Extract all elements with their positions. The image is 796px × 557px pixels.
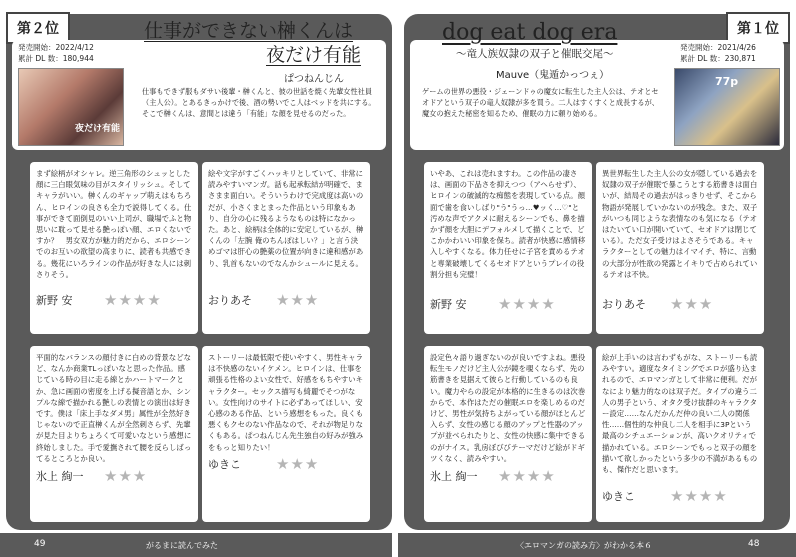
reviewer-name: ゆきこ xyxy=(602,490,635,503)
review-card xyxy=(202,162,370,334)
cover-image xyxy=(18,68,124,146)
reviewer-name: おりあそ xyxy=(208,294,252,307)
work-author: Mauve（鬼遁かっつぇ） xyxy=(496,70,610,81)
star-icon: ★ xyxy=(526,467,541,485)
review-card xyxy=(596,346,764,522)
star-icon: ★ xyxy=(147,291,161,309)
star-rating xyxy=(498,294,556,313)
release-date: 発売開始：2021/4/26 xyxy=(680,43,756,52)
cover-caption: 77p xyxy=(715,75,739,88)
star-icon: ★ xyxy=(132,291,147,309)
star-icon: ★ xyxy=(512,295,526,313)
review-text: 絵が上手いのは言わずもがな、ストーリーも読みやすい。適度なタイミングでエロが盛り込まれるので、エロマンガとして非常に便利。だがなにより魅力的なのは双子だ。タイプの違う二人の男子という、オタク受け抜群のキャラクター設定……なんだかんだ仲の良い二人の関係性……個性的な仲良し二人を相手に3Pという最高のシチュエーションが、高いクオリティで描かれている。エロシーンでもっと双子の顔を描いて欲しかったという多少の不満があるものも、傑作だと思います。 xyxy=(602,353,758,475)
star-rating xyxy=(276,290,319,309)
star-rating xyxy=(276,454,319,473)
star-icon: ★ xyxy=(498,295,512,313)
star-icon: ★ xyxy=(304,291,319,309)
running-head: 〈エロマンガの読み方〉がわかる本６ xyxy=(516,541,652,550)
cover-image xyxy=(674,68,780,146)
work-title: dog eat dog era xyxy=(442,20,618,45)
star-rating xyxy=(104,290,162,309)
work-title-line1: 仕事ができない榊くんは xyxy=(144,20,354,42)
star-icon: ★ xyxy=(104,467,118,485)
page-footer xyxy=(398,533,796,557)
star-icon: ★ xyxy=(684,487,698,505)
star-icon: ★ xyxy=(276,455,290,473)
star-icon: ★ xyxy=(132,467,147,485)
star-icon: ★ xyxy=(670,487,684,505)
page-number: 48 xyxy=(748,539,760,549)
download-count: 累計 DL 数：180,944 xyxy=(18,54,94,63)
reviewer-name: 新野 安 xyxy=(430,298,467,311)
review-card xyxy=(202,346,370,522)
rank-badge: 第２位 xyxy=(6,12,70,44)
star-icon: ★ xyxy=(541,467,555,485)
synopsis: 仕事もできず服もダサい後輩・榊くんと、彼の世話を焼く先輩女性社員（主人公）。とあるきっかけで後、酒の勢いでこ人はベッドを共にする。そこで榊くんは、意間とは違う「有能」な顔を見せるのだった。 xyxy=(142,87,376,118)
review-text: 異世界転生した主人公の女が隠している過去を奴隷の双子が催眠で暴こうとする筋書きは面白いが、結局その過去がはっきりせず、そこから物語が発展していかないのが残念。また、双子がいつも同じような表情なのも気になる（テオはたいてい口が開いていて、セオドアは閉じている）。ただ女子受けはよさそうである。キャラクターとしての魅力はイマイチ、特に、言動の大部分が性欲の発露とイキりで占められているテオは不快。 xyxy=(602,169,758,279)
running-head: がるまに読んでみた xyxy=(146,541,218,550)
review-card xyxy=(596,162,764,334)
review-card xyxy=(424,162,592,334)
star-icon: ★ xyxy=(290,455,304,473)
cover-caption: 夜だけ有能 xyxy=(75,124,121,134)
star-icon: ★ xyxy=(304,455,319,473)
review-text: 設定色々語り過ぎないのが良いですよね。悪役転生モノだけど主人公が鏡を覗くならず、先の筋書きを見据えて彼らと行動しているのも良い。魔力やらの設定が本格的に生きるのは次巻からで、本作はただの催眠エロを楽しめるのだけど、男性が気持ちよがっている顔がほとんど入らず、女性の感じる顔のアップと性器のアップが並べられたりと、女性の快感に集中できるのがナイス。乳房ぼびびテーマだけど絵がドギツくなく、読みやすい。 xyxy=(430,353,586,463)
reviewer-name: 氷上 絢一 xyxy=(36,470,84,483)
work-title-line2: 夜だけ有能 xyxy=(266,44,362,66)
work-subtitle: 〜竜人族奴隷の双子と催眠交尾〜 xyxy=(456,48,614,60)
star-icon: ★ xyxy=(670,295,684,313)
star-icon: ★ xyxy=(104,291,118,309)
star-icon: ★ xyxy=(684,295,698,313)
star-icon: ★ xyxy=(118,291,132,309)
review-text: 平面的なバランスの顔付きに白めの背景などなど、なんか商業TLっぽいなと思った作品。感じている時の目に走る線とかハートマークとか、急に画面の密度を上げる擬音語とか、シンプルな線で描かれる艶しの表情との演出は好きです。僕は「床上手なダメ男」属性が全然好きじゃないので正直榊くんが全然刺さらず、先輩が見た目よりちょろくて可愛いなという感想に終始しました。手で愛撫されて腰を反らしばってるところとか良い。 xyxy=(36,353,192,463)
review-text: まず絵柄がオシャレ。逆三角形のシュッとした顔に三白眼気味の目がスタイリッシュ。そしてキャラがいい。榊くんのギャップ萌えはもちろん、ヒロインの良さも全力で説得してくる。仕事ができて面倒見のいい上司が、職場でふと物思いに耽って見せる艶っぽい顔、エロくないですか？ 男女双方が魅力的だから、エロシーンでのお互いの欲望の高まりに、読者も共感できる。幾花にいろラインの作品が好きな人には刺さりそう。 xyxy=(36,169,192,279)
star-icon: ★ xyxy=(498,467,512,485)
release-date: 発売開始：2022/4/12 xyxy=(18,43,94,52)
star-icon: ★ xyxy=(541,295,555,313)
reviewer-name: ゆきこ xyxy=(208,458,241,471)
star-icon: ★ xyxy=(118,467,132,485)
star-icon: ★ xyxy=(276,291,290,309)
review-card xyxy=(30,162,198,334)
review-text: 絵や文字がすごくハッキリとしていて、非常に読みやすいマンガ。話も起承転結が明確で、まさまま面白い。そういうわけで完成度は高いのだが、小さくまとまった作品という印象もあり、自分の心に残るようなものは特になかった。あと、絵柄は全体的に安定しているが、榊くんの「左腕 俺のちんぽはしい？」と言う決めゴマは肝心の艶薬の位置が向きに違和感があり、乳首もないのでなんかシュールに見える。 xyxy=(208,169,364,268)
rank-badge: 第１位 xyxy=(726,12,790,44)
star-rating xyxy=(670,486,728,505)
synopsis: ゲームの世界の悪役・ジェーンドゥの魔女に転生した主人公は、テオとセオドアという双子の竜人奴隷が多を買う。二人はすくすくと成長するが、魔女の抱えた秘密を知るため、催眠の力に頼り始める。 xyxy=(422,87,659,118)
star-icon: ★ xyxy=(698,295,713,313)
star-rating xyxy=(498,466,556,485)
page-footer xyxy=(0,533,398,557)
review-text: いやあ、これは売れますわ。この作品の凄さは、画面の下品さを抑えつつ（アヘらせず）、ヒロインの破滅的な痴態を表現している点。顔面で歯を食いしばり"う"うっ…♥ッく…♡"と汚めな声でアクメに耐えるシーンでも、鼻を描かず顔を大胆にデフォルメして描くことで、どこかかわいい印象を保ち。読者が快感に感情移入しやすくなる。体力任せに子宮を責めるテオと専業破壊してくるセオドアというプレイの役割分担も完璧！ xyxy=(430,169,586,279)
star-icon: ★ xyxy=(713,487,727,505)
download-count: 累計 DL 数：230,871 xyxy=(680,54,756,63)
work-author: ぱつねんじん xyxy=(284,74,344,85)
star-icon: ★ xyxy=(512,467,526,485)
star-icon: ★ xyxy=(698,487,713,505)
page-number: 49 xyxy=(34,539,46,549)
reviewer-name: 新野 安 xyxy=(36,294,73,307)
star-rating xyxy=(104,466,147,485)
review-card xyxy=(30,346,198,522)
review-text: ストーリーは最低限で使いやすく、男性キャラは不快感のないイケメン。ヒロインは、仕事を頑張る性格のよい女性で、好感をもちやすいキャラクター。セックス描写も綺麗でそつがない。女性向けのサイトに必ずあってほしい、安心感のある作品、という感想をもった。良くも悪くもクセのない作品なので、それが物足りなくもある。ぱつねんじん先生独自の好みが強みをもっと知りたい！ xyxy=(208,353,364,452)
star-icon: ★ xyxy=(290,291,304,309)
review-card xyxy=(424,346,592,522)
reviewer-name: 氷上 絢一 xyxy=(430,470,478,483)
star-icon: ★ xyxy=(526,295,541,313)
right-page xyxy=(398,0,796,557)
reviewer-name: おりあそ xyxy=(602,298,646,311)
star-rating xyxy=(670,294,713,313)
